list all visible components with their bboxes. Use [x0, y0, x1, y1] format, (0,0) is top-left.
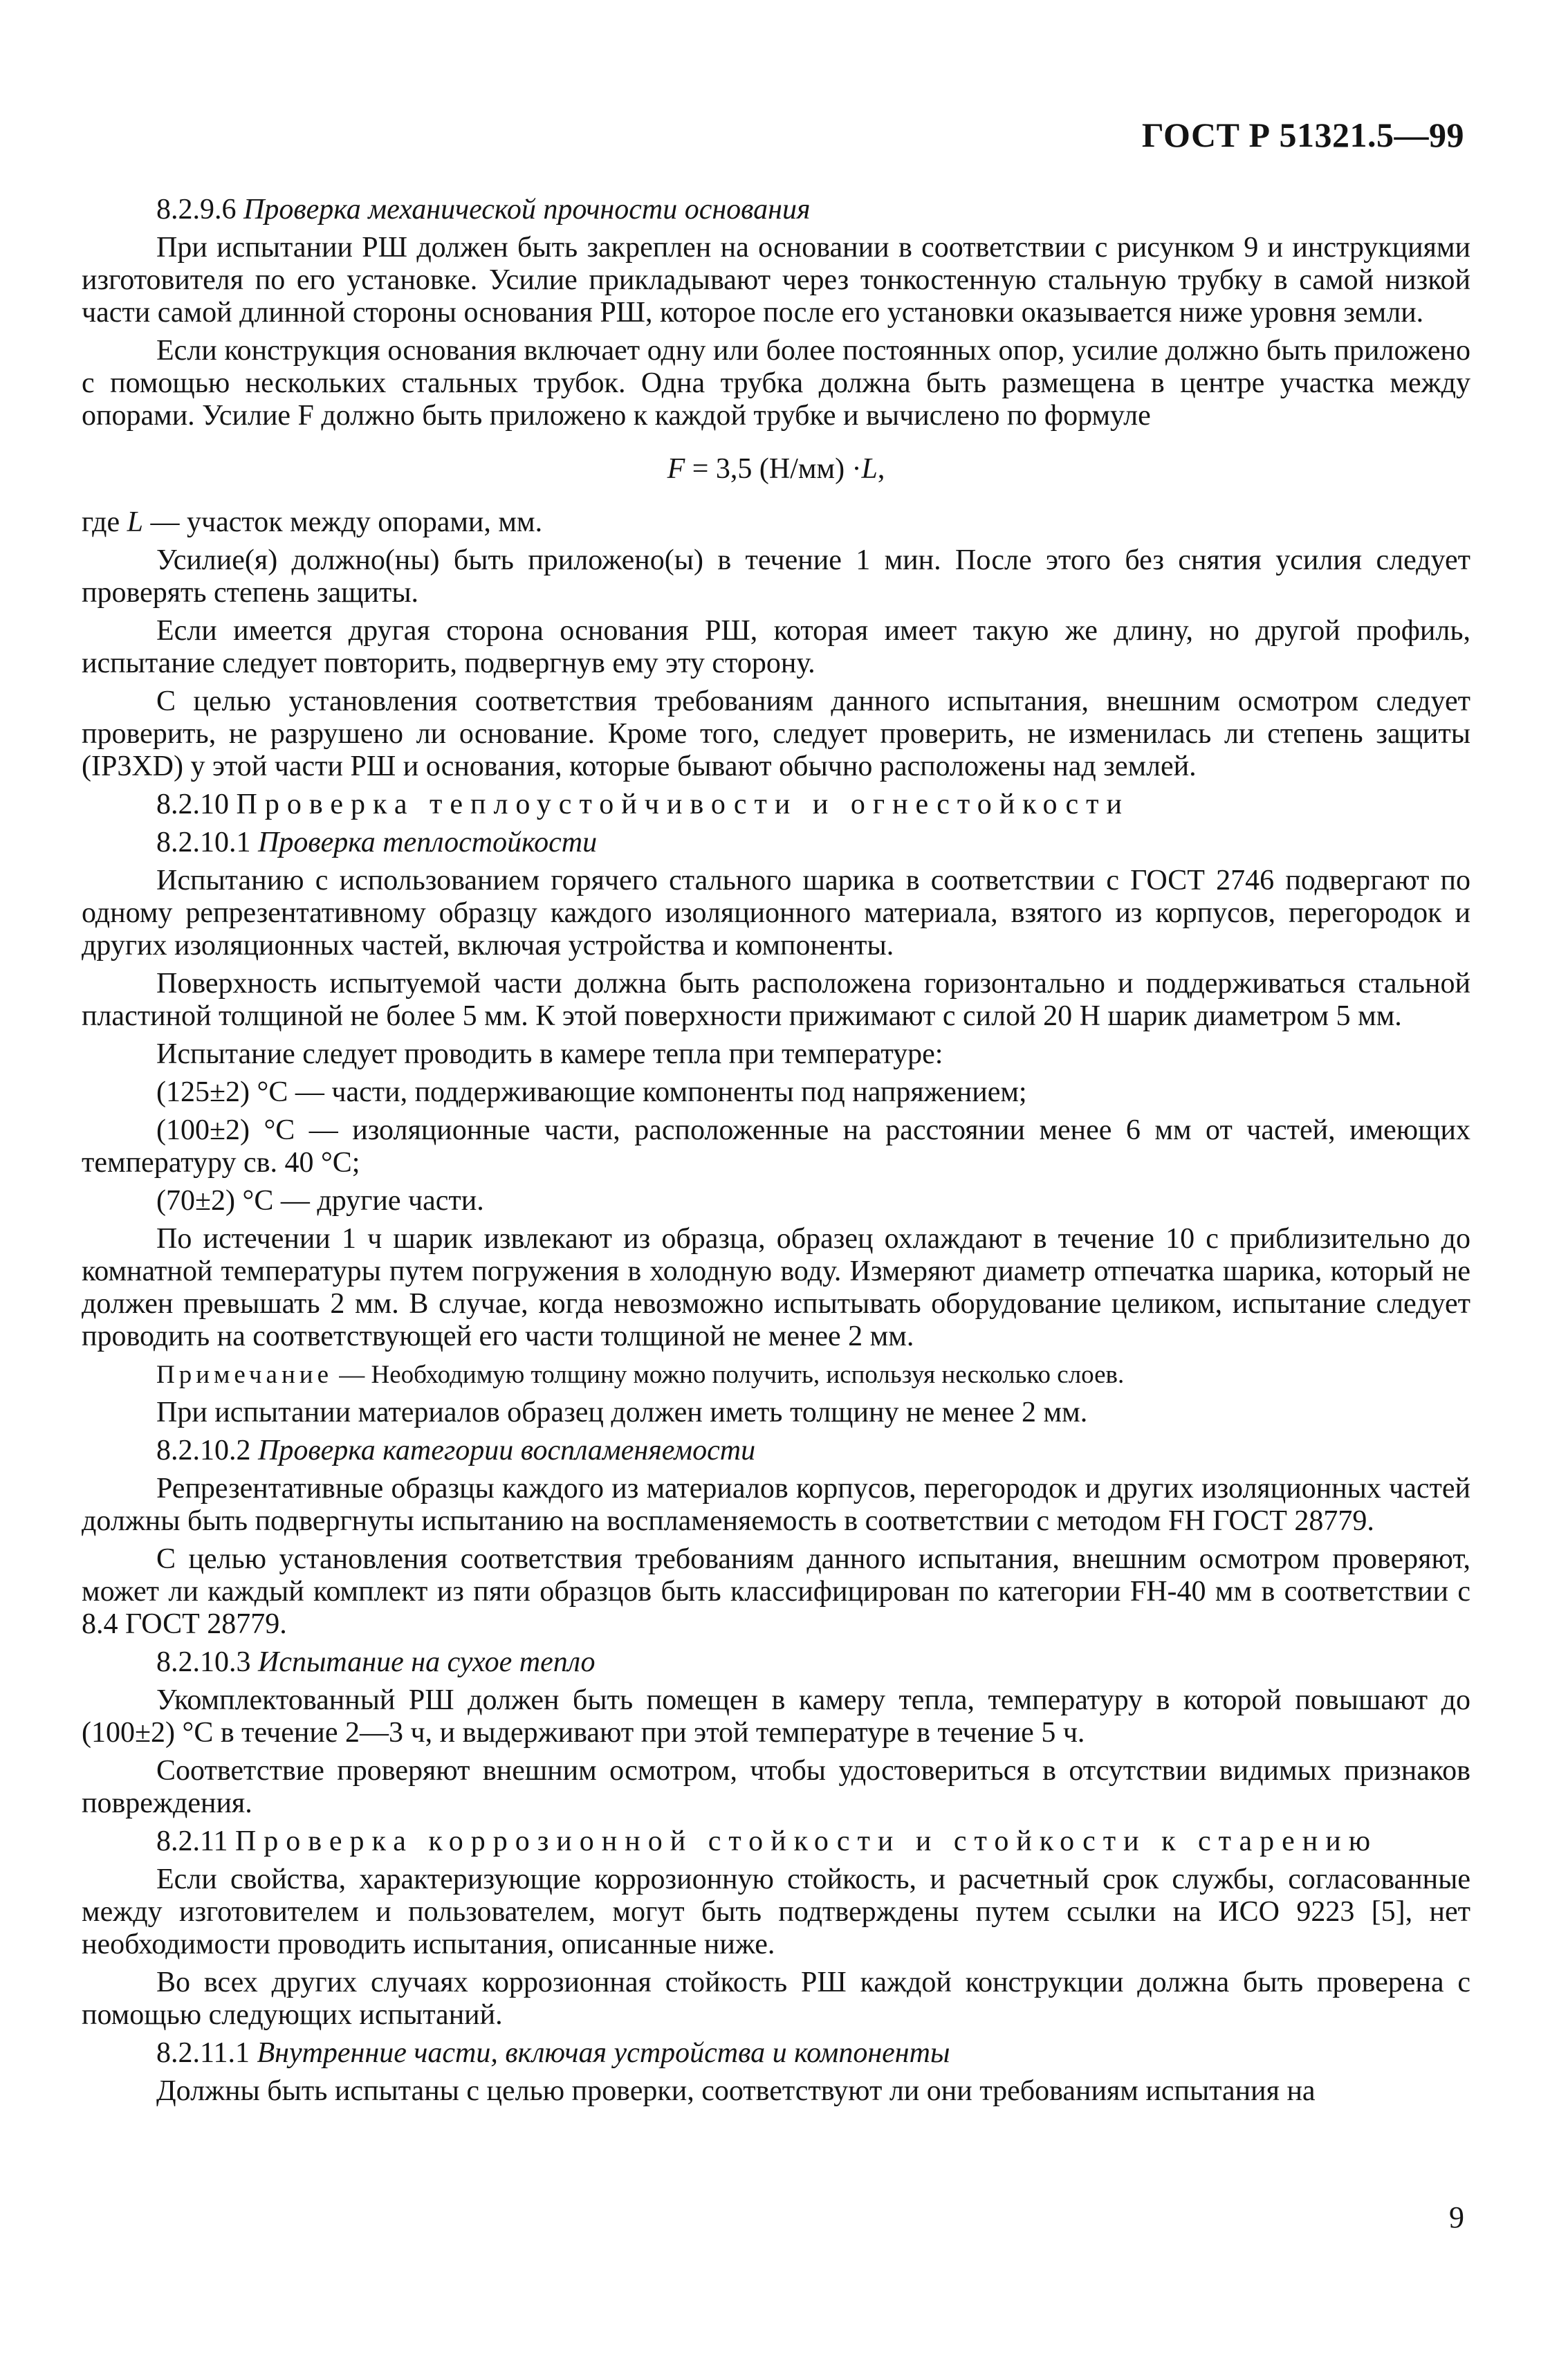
- paragraph: Должны быть испытаны с целью проверки, соответствуют ли они требованиям испытания на: [156, 2075, 1316, 2107]
- paragraph: С целью установления соответствия требованиям данного испытания, внешним осмотром следует проверить, не разрушено ли основание. Кроме того, следует проверить, не изменилась ли степень защиты (IP3XD) у этой части РШ и основания, которые бывают обычно расположены над землей.: [82, 685, 1470, 782]
- paragraph: Соответствие проверяют внешним осмотром, чтобы удостовериться в отсутствии видимых признаков повреждения.: [82, 1755, 1470, 1819]
- section-8-2-10-2-heading: [82, 1435, 1470, 1467]
- section-number: 8.2.10.1: [156, 827, 251, 858]
- section-8-2-10-heading: [82, 789, 1470, 821]
- section-number: 8.2.10.3: [156, 1646, 251, 1678]
- section-number: 8.2.11.1: [156, 2037, 250, 2069]
- list-item: (125±2) °С — части, поддерживающие компоненты под напряжением;: [156, 1076, 1027, 1108]
- section-8-2-9-6-heading: [82, 194, 1470, 226]
- paragraph: С целью установления соответствия требованиям данного испытания, внешним осмотром проверяют, может ли каждый комплект из пяти образцов быть классифицирован по категории FH-40 мм в соответствии с 8.4 ГОСТ 28779.: [82, 1543, 1470, 1640]
- formula-variable-l: L: [861, 453, 878, 485]
- section-number: 8.2.9.6: [156, 194, 237, 226]
- paragraph: Испытанию с использованием горячего стального шарика в соответствии с ГОСТ 2746 подвергают по одному репрезентативному образцу каждого изоляционного материала, взятого из корпусов, перегородок и других изоляционных частей, включая устройства и компоненты.: [82, 865, 1470, 961]
- legend-prefix: где: [82, 506, 127, 538]
- document-code-header: ГОСТ Р 51321.5—99: [1141, 116, 1464, 154]
- note-text: — Необходимую толщину можно получить, используя несколько слоев.: [333, 1361, 1125, 1389]
- page-number: 9: [1449, 2200, 1464, 2234]
- section-8-2-11-1-heading: [82, 2037, 1470, 2070]
- formula-body: = 3,5 (Н/мм) ·: [685, 453, 862, 485]
- note: [82, 1359, 1470, 1391]
- paragraph: При испытании РШ должен быть закреплен на основании в соответствии с рисунком 9 и инструкциями изготовителя по его установке. Усилие прикладывают через тонкостенную стальную трубку в самой низкой части самой длинной стороны основания РШ, которое после его установки оказывается ниже уровня земли.: [82, 232, 1470, 329]
- section-8-2-11-heading: [82, 1825, 1470, 1858]
- section-title: Проверка теплоустойчивости и огнестойкости: [236, 789, 1129, 820]
- legend-text: — участок между опорами, мм.: [143, 506, 543, 538]
- paragraph: Если конструкция основания включает одну или более постоянных опор, усилие должно быть приложено с помощью нескольких стальных трубок. Одна трубка должна быть размещена в центре участка между опорами. Усилие F должно быть приложено к каждой трубке и вычислено по формуле: [82, 335, 1470, 432]
- paragraph: Репрезентативные образцы каждого из материалов корпусов, перегородок и других изоляционных частей должны быть подвергнуты испытанию на воспламеняемость в соответствии с методом FH ГОСТ 28779.: [82, 1473, 1470, 1537]
- formula-legend: [82, 506, 1470, 539]
- paragraph: Если имеется другая сторона основания РШ, которая имеет такую же длину, но другой профиль, испытание следует повторить, подвергнув ему эту сторону.: [82, 615, 1470, 679]
- section-title: Испытание на сухое тепло: [258, 1646, 596, 1678]
- formula-end: ,: [877, 453, 885, 485]
- paragraph: При испытании материалов образец должен иметь толщину не менее 2 мм.: [156, 1397, 1088, 1428]
- document-body: [82, 194, 1470, 2113]
- paragraph: Во всех других случаях коррозионная стойкость РШ каждой конструкции должна быть проверена с помощью следующих испытаний.: [82, 1967, 1470, 2031]
- list-item: (70±2) °С — другие части.: [156, 1185, 484, 1217]
- section-8-2-10-3-heading: [82, 1646, 1470, 1679]
- section-number: 8.2.10: [156, 789, 229, 820]
- section-title: Проверка теплостойкости: [258, 827, 598, 858]
- section-title: Проверка коррозионной стойкости и стойкости к старению: [234, 1825, 1378, 1857]
- paragraph: По истечении 1 ч шарик извлекают из образца, образец охлаждают в течение 10 с приблизительно до комнатной температуры путем погружения в холодную воду. Измеряют диаметр отпечатка шарика, который не должен превышать 2 мм. В случае, когда невозможно испытывать оборудование целиком, испытание следует проводить на соответствующей его части толщиной не менее 2 мм.: [82, 1223, 1470, 1352]
- formula: [82, 453, 1470, 486]
- paragraph: Укомплектованный РШ должен быть помещен в камеру тепла, температуру в которой повышают до (100±2) °С в течение 2—3 ч, и выдерживают при этой температуре в течение 5 ч.: [82, 1684, 1470, 1749]
- list-item: (100±2) °С — изоляционные части, расположенные на расстоянии менее 6 мм от частей, имеющих температуру св. 40 °С;: [82, 1114, 1470, 1179]
- legend-variable: L: [127, 506, 144, 538]
- paragraph: Усилие(я) должно(ны) быть приложено(ы) в течение 1 мин. После этого без снятия усилия следует проверять степень защиты.: [82, 544, 1470, 609]
- section-number: 8.2.10.2: [156, 1435, 251, 1466]
- section-number: 8.2.11: [156, 1825, 228, 1857]
- paragraph: Поверхность испытуемой части должна быть расположена горизонтально и поддерживаться стальной пластиной толщиной не более 5 мм. К этой поверхности прижимают с силой 20 Н шарик диаметром 5 мм.: [82, 968, 1470, 1032]
- section-8-2-10-1-heading: [82, 827, 1470, 859]
- paragraph: Если свойства, характеризующие коррозионную стойкость, и расчетный срок службы, согласованные между изготовителем и пользователем, могут быть подтверждены путем ссылки на ИСО 9223 [5], нет необходимости проводить испытания, описанные ниже.: [82, 1864, 1470, 1960]
- formula-variable-f: F: [667, 453, 685, 485]
- paragraph: Испытание следует проводить в камере тепла при температуре:: [156, 1038, 943, 1070]
- section-title: Проверка механической прочности основания: [243, 194, 811, 226]
- note-label: Примечание: [156, 1361, 333, 1389]
- section-title: Проверка категории воспламеняемости: [258, 1435, 756, 1466]
- section-title: Внутренние части, включая устройства и компоненты: [257, 2037, 950, 2069]
